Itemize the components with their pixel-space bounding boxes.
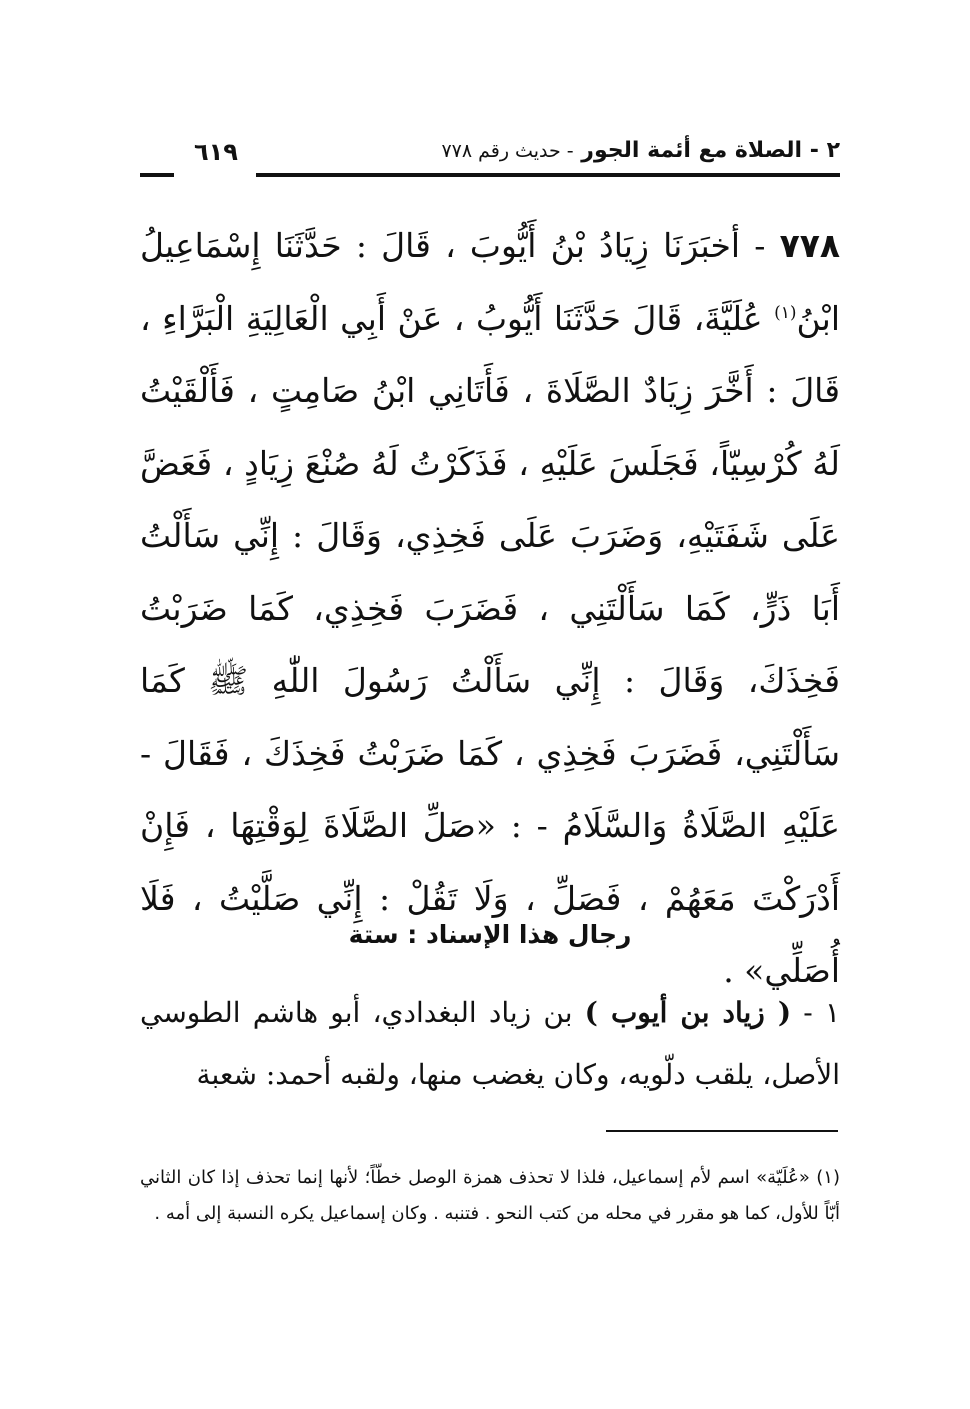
footnote-1: (١) «عُلَيّة» اسم لأم إسماعيل، فلذا لا تحذف همزة الوصل خطّاً؛ لأنها إنما تحذف إذا كان الثاني أبّاً للأول، كما هو مقرر في محله من كتب النحو . فتنبه . وكان إسماعيل يكره النسبة إلى أمه .	[140, 1167, 840, 1224]
footnotes	[140, 1160, 840, 1232]
hadith-dash: -	[740, 226, 780, 265]
narrator-name: ( زياد بن أيوب )	[584, 996, 792, 1029]
running-header	[140, 138, 840, 180]
hadith-text-part1: أخبَرَنَا زِيَادُ بْنُ أَيُّوبَ ، قَالَ : حَدَّثَنَا إِسْمَاعِيلُ ابْنُ	[140, 226, 840, 338]
page-number: ٦١٩	[184, 138, 248, 166]
hadith-text-part2: عُلَيَّةَ، قَالَ حَدَّثَنَا أَيُّوبُ ، عَنْ أَبِي الْعَالِيَةِ الْبَرَّاءِ ، قَالَ : أَخَّرَ زِيَادٌ الصَّلَاةَ ، فَأَتَانِي ابْنُ صَامِتٍ ، فَأَلْقَيْتُ لَهُ كُرْسِيّاً، فَجَلَسَ عَلَيْهِ ، فَذَكَرْتُ لَهُ صُنْعَ زِيَادٍ ، فَعَضَّ عَلَى شَفَتَيْهِ، وَضَرَبَ عَلَى فَخِذِي، وَقَالَ : إِنِّي سَأَلْتُ أَبَا ذَرٍّ، كَمَا سَأَلْتَنِي ، فَضَرَبَ فَخِذِي، كَمَا ضَرَبْتُ فَخِذَكَ، وَقَالَ : إِنِّي سَأَلْتُ رَسُولَ اللّٰهِ ﷺ كَمَا سَأَلْتَنِي، فَضَرَبَ فَخِذِي ، كَمَا ضَرَبْتُ فَخِذَكَ ، فَقَالَ - عَلَيْهِ الصَّلَاةُ وَالسَّلَامُ - : «صَلِّ الصَّلَاةَ لِوَقْتِهَا ، فَإِنْ أَدْرَكْتَ مَعَهُمْ ، فَصَلِّ ، وَلَا تَقُلْ : إِنِّي صَلَّيْتُ ، فَلَا أُصَلِّي» .	[140, 298, 840, 990]
footnote-marker[interactable]: (١)	[774, 302, 797, 323]
chapter-title	[441, 138, 840, 163]
hadith-text	[140, 210, 840, 1008]
narrator-description: بن زياد البغدادي، أبو هاشم الطوسي الأصل، يلقب دلّويه، وكان يغضب منها، ولقبه أحمد: شعبة	[140, 996, 840, 1091]
section-heading: رجال هذا الإسناد : ستة	[348, 920, 632, 949]
footnote-separator	[606, 1130, 838, 1132]
chapter-title-main: ٢ - الصلاة مع أئمة الجور	[581, 138, 840, 163]
chapter-subtitle: - حديث رقم ٧٧٨	[441, 140, 574, 162]
narrator-entry	[140, 982, 840, 1106]
hadith-paragraph	[140, 210, 840, 1008]
hadith-number: ٧٧٨	[779, 226, 840, 265]
narrator-number: ١ -	[791, 996, 841, 1029]
